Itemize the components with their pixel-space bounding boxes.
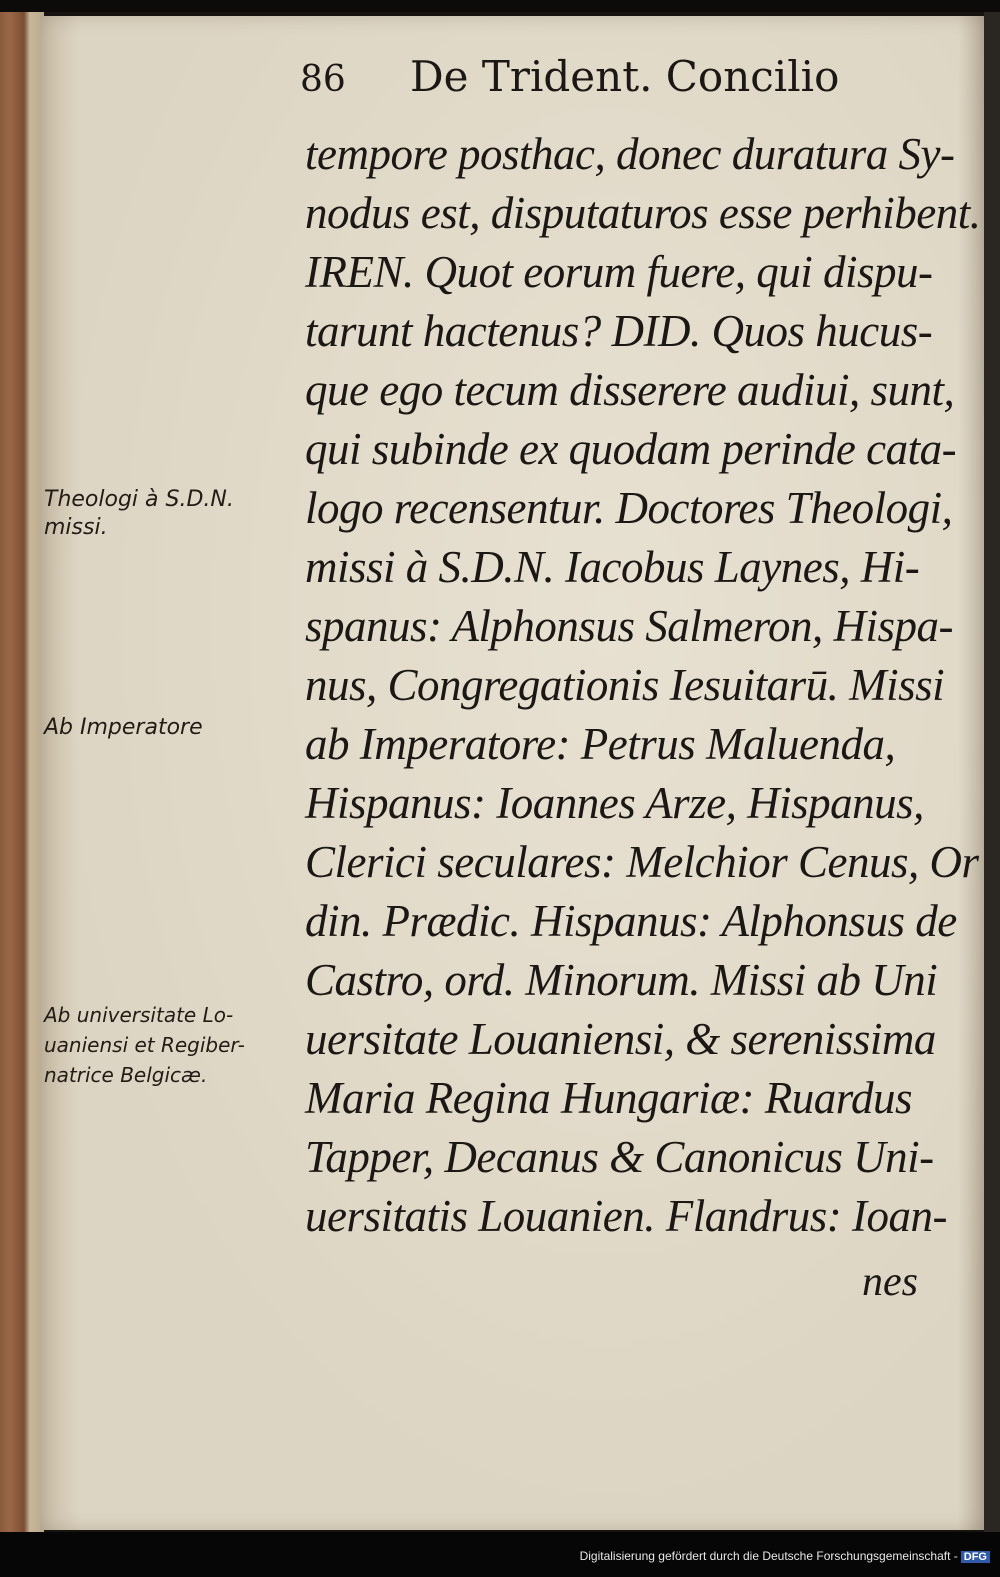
text-line-6: qui subinde ex quodam perinde cata- [305,424,957,474]
margin-note-universitate [44,1000,245,1090]
text-line-7: logo recensentur. Doctores Theologi, [305,483,953,533]
scan-top-border [0,0,1000,12]
text-line-9: spanus: Alphonsus Salmeron, Hispa- [305,601,954,651]
running-head [300,52,900,101]
digitization-credit [580,1549,990,1563]
margin-note-theologi-line1: Theologi à S.D.N. [44,487,234,512]
text-line-14: din. Prædic. Hispanus: Alphonsus de [305,896,957,946]
text-line-17: Maria Regina Hungariæ: Ruardus [305,1073,913,1123]
text-line-11: ab Imperatore: Petrus Maluenda, [305,719,896,769]
text-line-10: nus, Congregationis Iesuitarū. Missi [305,660,945,710]
text-line-4: tarunt hactenus? DID. Quos hucus- [305,306,933,356]
text-line-13: Clerici seculares: Melchior Cenus, Or [305,837,979,887]
scan-right-border [984,12,1000,1532]
margin-note-theologi-line2: missi. [44,515,108,540]
page-number: 86 [300,59,346,100]
running-title: De Trident. Concilio [410,52,840,101]
book-page [40,16,988,1530]
text-line-19: uersitatis Louanien. Flandrus: Ioan- [305,1191,947,1241]
text-line-3: IREN. Quot eorum fuere, qui dispu- [305,247,933,297]
margin-note-universitate-line1: Ab universitate Lo- [44,1003,234,1027]
margin-note-universitate-line3: natrice Belgicæ. [44,1063,208,1087]
text-line-16: uersitate Louaniensi, & serenissima [305,1014,936,1064]
margin-note-imperatore: Ab Imperatore [44,715,203,740]
margin-note-theologi [44,486,234,542]
text-line-8: missi à S.D.N. Iacobus Laynes, Hi- [305,542,920,592]
text-line-1: tempore posthac, donec duratura Sy- [305,129,955,179]
credit-text: Digitalisierung gefördert durch die Deutsche Forschungsgemeinschaft - [579,1549,958,1563]
book-binding-edge [0,12,44,1532]
catchword: nes [862,1259,918,1305]
margin-note-universitate-line2: uaniensi et Regiber- [44,1033,245,1057]
text-line-18: Tapper, Decanus & Canonicus Uni- [305,1132,934,1182]
text-line-5: que ego tecum disserere audiui, sunt, [305,365,955,415]
dfg-logo: DFG [961,1551,990,1563]
text-line-12: Hispanus: Ioannes Arze, Hispanus, [305,778,924,828]
text-line-15: Castro, ord. Minorum. Missi ab Uni [305,955,938,1005]
text-line-2: nodus est, disputaturos esse perhibent. [305,188,981,238]
